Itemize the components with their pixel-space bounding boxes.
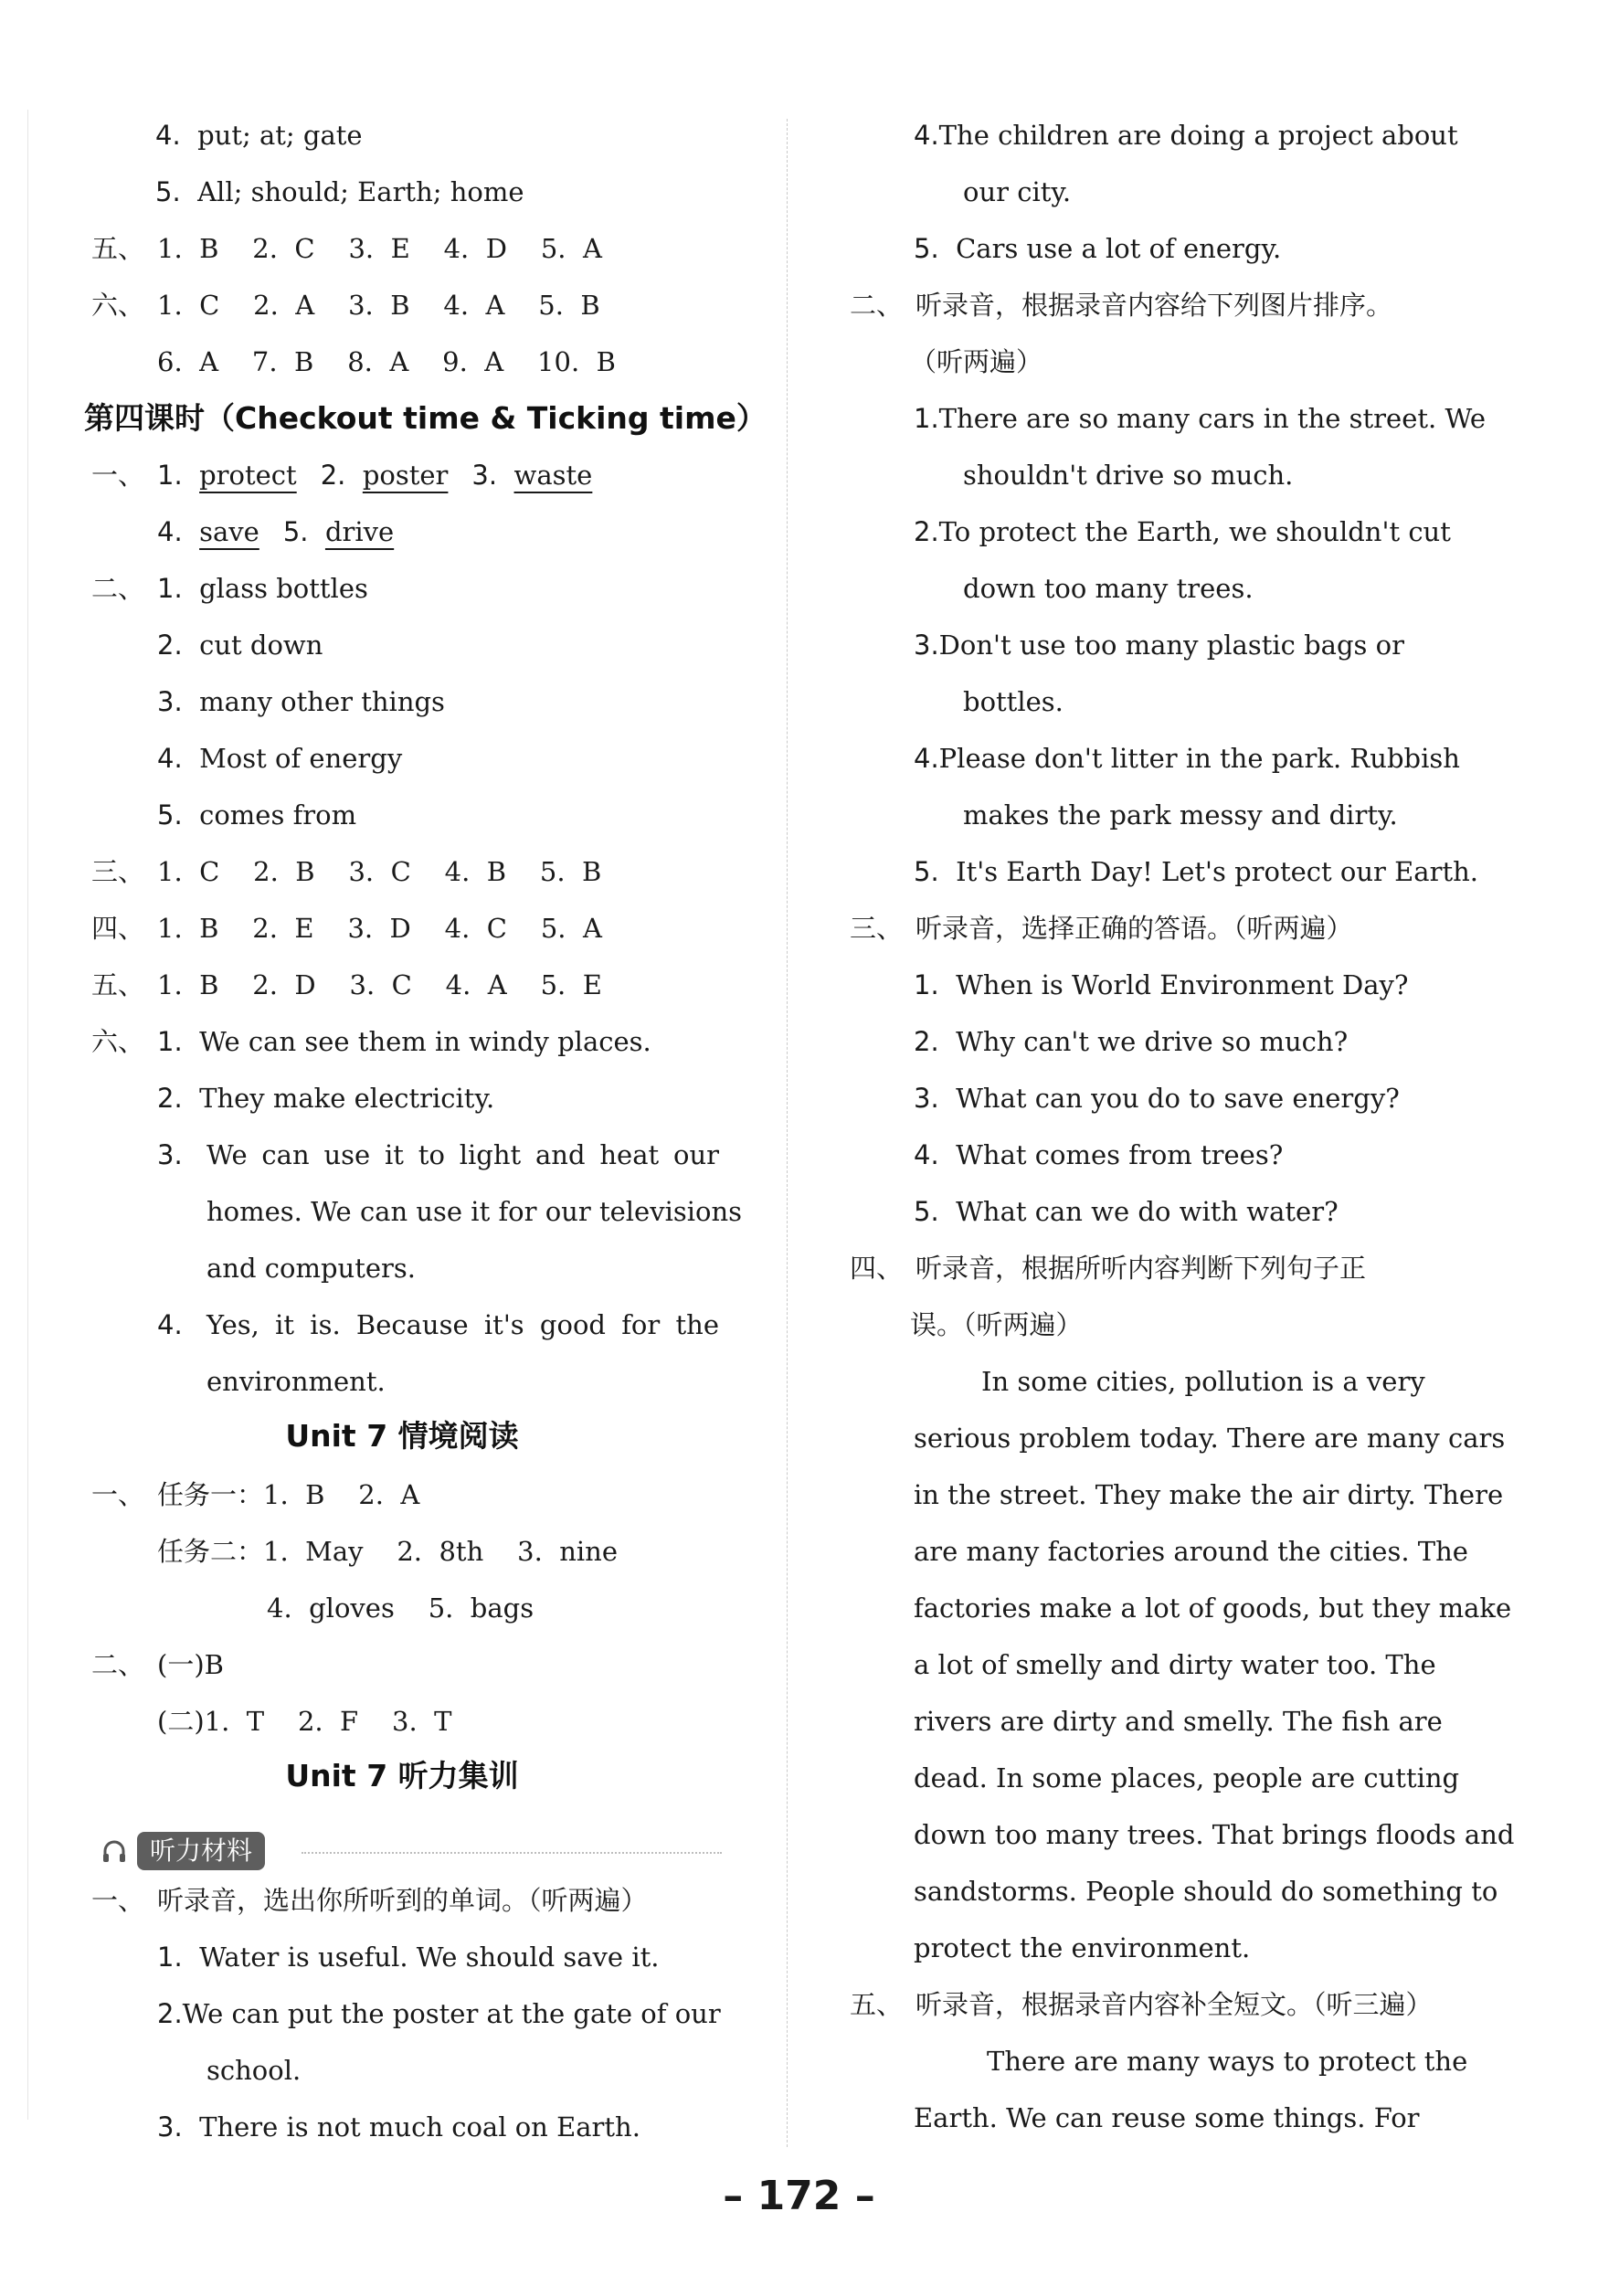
answer-line: 2. They make electricity. bbox=[157, 1083, 495, 1114]
paragraph-line: rivers are dirty and smelly. The fish are bbox=[914, 1706, 1443, 1737]
answer-line: 六、 1. C 2. A 3. B 4. A 5. B bbox=[91, 290, 600, 321]
script-line: 5. Cars use a lot of energy. bbox=[914, 233, 1282, 264]
script-line: 3. There is not much coal on Earth. bbox=[157, 2111, 640, 2143]
section-instruction: （听两遍） bbox=[910, 346, 1043, 377]
script-line: shouldn't drive so much. bbox=[963, 460, 1294, 491]
tag-dotted-rule bbox=[302, 1852, 722, 1854]
script-line: 2. Why can't we drive so much? bbox=[914, 1026, 1349, 1057]
answer-line: 3. We can use it to light and heat our bbox=[157, 1139, 719, 1170]
paragraph-line: There are many ways to protect the bbox=[987, 2046, 1468, 2077]
script-line: 1. There are so many cars in the street. We bbox=[914, 403, 1487, 434]
answer-line: 6. A 7. B 8. A 9. A 10. B bbox=[157, 346, 616, 377]
paragraph-line: a lot of smelly and dirty water too. The bbox=[914, 1649, 1436, 1680]
script-line: 3. Don't use too many plastic bags or bbox=[914, 630, 1404, 661]
answer-line: 任务二：1. May 2. 8th 3. nine bbox=[157, 1536, 619, 1567]
page-number: – 172 – bbox=[723, 2173, 875, 2219]
paragraph-line: factories make a lot of goods, but they make bbox=[914, 1592, 1512, 1624]
section-instruction: 二、 听录音，根据录音内容给下列图片排序。 bbox=[850, 290, 1393, 321]
answer-line: 二、 (一)B bbox=[91, 1649, 224, 1680]
margin-rule bbox=[27, 110, 28, 2120]
script-line: 5. What can we do with water? bbox=[914, 1196, 1339, 1227]
script-line: down too many trees. bbox=[963, 573, 1254, 604]
script-line: 5. It's Earth Day! Let's protect our Earth. bbox=[914, 856, 1479, 887]
script-line: 1. Water is useful. We should save it. bbox=[157, 1942, 660, 1973]
answer-line: homes. We can use it for our televisions bbox=[206, 1196, 743, 1227]
answer-line: (二)1. T 2. F 3. T bbox=[157, 1706, 452, 1737]
answer-line: 三、 1. C 2. B 3. C 4. B 5. B bbox=[91, 856, 602, 887]
script-line: 4. The children are doing a project about bbox=[914, 120, 1458, 151]
script-line: bottles. bbox=[963, 686, 1064, 717]
script-line: 4. Please don't litter in the park. Rubbish bbox=[914, 743, 1460, 774]
lesson-heading: 第四课时（Checkout time & Ticking time） bbox=[84, 400, 767, 436]
column-divider bbox=[787, 119, 788, 2147]
script-line: 1. When is World Environment Day? bbox=[914, 969, 1409, 1000]
script-line: our city. bbox=[963, 176, 1072, 207]
section-instruction: 一、 听录音，选出你所听到的单词。（听两遍） bbox=[91, 1885, 648, 1916]
section-instruction: 四、 听录音，根据所听内容判断下列句子正 bbox=[850, 1253, 1367, 1284]
script-line: 2. To protect the Earth, we shouldn't cut bbox=[914, 516, 1451, 547]
answer-line: 4. Yes, it is. Because it's good for the bbox=[157, 1309, 719, 1340]
answer-line: 4. gloves 5. bags bbox=[267, 1592, 534, 1624]
answer-line: environment. bbox=[206, 1366, 386, 1397]
answer-line: 4. Most of energy bbox=[157, 743, 403, 774]
paragraph-line: dead. In some places, people are cutting bbox=[914, 1762, 1460, 1793]
script-line: 4. What comes from trees? bbox=[914, 1139, 1284, 1170]
answer-line: 五、 1. B 2. D 3. C 4. A 5. E bbox=[91, 969, 602, 1000]
paragraph-line: serious problem today. There are many cars bbox=[914, 1423, 1506, 1454]
script-line: school. bbox=[206, 2055, 302, 2086]
section-instruction: 五、 听录音，根据录音内容补全短文。（听三遍） bbox=[850, 1989, 1433, 2020]
answer-line: 一、 任务一：1. B 2. A bbox=[91, 1479, 420, 1510]
headphones-icon bbox=[99, 1836, 130, 1867]
script-line: 2. We can put the poster at the gate of our bbox=[157, 1998, 721, 2029]
answer-line: 一、 1. protect 2. poster 3. waste bbox=[91, 460, 593, 491]
reading-heading: Unit 7 情境阅读 bbox=[285, 1418, 519, 1454]
listening-heading: Unit 7 听力集训 bbox=[285, 1758, 519, 1793]
script-line: makes the park messy and dirty. bbox=[963, 799, 1398, 831]
section-instruction: 三、 听录音，选择正确的答语。（听两遍） bbox=[850, 913, 1353, 944]
answer-line: and computers. bbox=[206, 1253, 416, 1284]
paragraph-line: sandstorms. People should do something to bbox=[914, 1876, 1498, 1907]
answer-line: 五、 1. B 2. C 3. E 4. D 5. A bbox=[91, 233, 602, 264]
listening-material-tag bbox=[99, 1831, 265, 1871]
answer-line: 4. put; at; gate bbox=[155, 120, 363, 151]
answer-line: 5. All; should; Earth; home bbox=[155, 176, 524, 207]
answer-line: 四、 1. B 2. E 3. D 4. C 5. A bbox=[91, 913, 602, 944]
answer-line: 3. many other things bbox=[157, 686, 445, 717]
paragraph-line: Earth. We can reuse some things. For bbox=[914, 2102, 1420, 2133]
paragraph-line: are many factories around the cities. The bbox=[914, 1536, 1468, 1567]
section-instruction: 误。（听两遍） bbox=[910, 1309, 1083, 1340]
paragraph-line: in the street. They make the air dirty. There bbox=[914, 1479, 1504, 1510]
paragraph-line: In some cities, pollution is a very bbox=[981, 1366, 1425, 1397]
answer-line: 六、 1. We can see them in windy places. bbox=[91, 1026, 651, 1057]
script-line: 3. What can you do to save energy? bbox=[914, 1083, 1400, 1114]
paragraph-line: down too many trees. That brings floods and bbox=[914, 1819, 1515, 1850]
tag-label: 听力材料 bbox=[137, 1832, 265, 1870]
answer-line: 二、 1. glass bottles bbox=[91, 573, 368, 604]
answer-line: 2. cut down bbox=[157, 630, 323, 661]
paragraph-line: protect the environment. bbox=[914, 1932, 1251, 1963]
answer-line: 4. save 5. drive bbox=[157, 516, 395, 547]
answer-line: 5. comes from bbox=[157, 799, 357, 831]
